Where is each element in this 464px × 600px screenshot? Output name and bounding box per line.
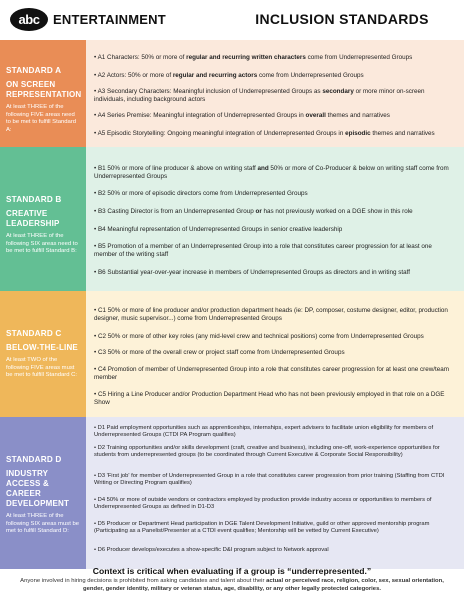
list-item: • A4 Series Premise: Meaningful integration of Underrepresented Groups in overall themes and narratives — [94, 112, 390, 119]
standard-c-subtitle: BELOW-THE-LINE — [6, 343, 78, 352]
footer-note: Anyone involved in hiring decisions is prohibited from asking candidates and talent about their actual or perceived race, religion, color, sex, sexual orientation, gender, gender identity, military or veteran status, age, disability, or any other legally protected categories. — [20, 578, 444, 592]
standard-d-sidebar — [0, 417, 86, 569]
standard-b-section — [0, 147, 464, 291]
list-item: • B6 Substantial year-over-year increase in members of Underrepresented Groups as directors and in writing staff — [94, 269, 411, 276]
list-item: • C1 50% or more of line producer and/or production department heads (ie: DP, composer, costume designer, editor, production designer, music supervisor...) come from Underrepresented Groups — [94, 307, 448, 323]
list-item: • D1 Paid employment opportunities such as apprenticeships, internships, expert advisers to facilitate union eligibility for members of Underrepresented Groups (CTDI PA Program qualifies) — [94, 425, 434, 439]
list-item: • A3 Secondary Characters: Meaningful inclusion of Underrepresented Groups as secondary or more minor on-screen individuals, including background actors — [94, 88, 425, 104]
list-item: • B3 Casting Director is from an Underrepresented Group or has not previously worked on a DGE show in this role — [94, 208, 413, 215]
standard-b-name: STANDARD B — [6, 195, 62, 204]
abc-logo: abc — [10, 8, 48, 31]
standard-a-rule: At least THREE of the following FIVE areas need to be met to fulfill Standard A: — [6, 104, 77, 133]
list-item: • A2 Actors: 50% or more of regular and recurring actors come from Underrepresented Groups — [94, 72, 364, 79]
list-item: • B4 Meaningful representation of Underrepresented Groups in senior creative leadership — [94, 226, 343, 233]
footer-heading: Context is critical when evaluating if a group is “underrepresented.” — [92, 566, 372, 576]
list-item: • D5 Producer or Department Head participation in DGE Talent Development Initiative, guild or other approved mentorship program (Participating as a Panelist/Presenter at a CTDI event qualifies; Mentorship will be vetted by Current Executive) — [94, 521, 430, 535]
list-item: • D2 Training opportunities and/or skills development (craft, creative and business), including one-off, work-experience opportunities for students from underrepresented groups (to be coordinated through Current Executive & Corporate Social Responsibility) — [94, 445, 440, 459]
standard-c-items — [86, 291, 464, 417]
list-item: • B5 Promotion of a member of an Underrepresented Group into a role that constitutes career progression for at least one member of the writing staff — [94, 243, 432, 259]
brand-name: ENTERTAINMENT — [53, 12, 166, 27]
standard-b-sidebar — [0, 147, 86, 291]
list-item: • D6 Producer develops/executes a show-specific D&I program subject to Network approval — [94, 547, 329, 553]
list-item: • C3 50% or more of the overall crew or project staff come from Underrepresented Groups — [94, 349, 345, 356]
standard-a-name: STANDARD A — [6, 66, 62, 75]
list-item: • A5 Episodic Storytelling: Ongoing meaningful integration of Underrepresented Groups in episodic themes and narratives — [94, 130, 435, 137]
list-item: • C5 Hiring a Line Producer and/or Production Department Head who has not been previously employed in that role on a DGE Show — [94, 391, 445, 407]
standard-b-rule: At least THREE of the following SIX areas need to be met to fulfill Standard B: — [6, 233, 78, 255]
list-item: • B1 50% or more of line producer & above on writing staff and 50% or more of Co-Producer & below on writing staff come from Underrepresented Groups — [94, 165, 449, 181]
list-item: • D3 'First job' for member of Underrepresented Group in a role that constitutes career progression from prior training (Staffing from CTDI Writing or Directing Program qualifies) — [94, 473, 445, 487]
standard-d-name: STANDARD D — [6, 455, 62, 464]
standard-a-section — [0, 40, 464, 147]
standard-d-subtitle: INDUSTRY ACCESS & CAREER DEVELOPMENT — [6, 469, 70, 508]
page-title: INCLUSION STANDARDS — [255, 11, 429, 27]
list-item: • D4 50% or more of outside vendors or contractors employed by production provide industry access or opportunities to members of Underrepresented Groups as defined in D1-D3 — [94, 497, 432, 511]
list-item: • C4 Promotion of member of Underrepresented Group into a role that constitutes career progression for at least one crew/team member — [94, 366, 450, 382]
list-item: • C2 50% or more of other key roles (any mid-level crew and technical positions) come from Underrepresented Groups — [94, 333, 424, 340]
standard-a-items — [86, 40, 464, 147]
header — [0, 0, 464, 40]
standard-b-items — [86, 147, 464, 291]
standard-c-name: STANDARD C — [6, 329, 62, 338]
standard-b-subtitle: CREATIVE LEADERSHIP — [6, 209, 60, 228]
standard-a-subtitle: ON SCREEN REPRESENTATION — [6, 80, 82, 99]
standard-a-sidebar — [0, 40, 86, 147]
standard-d-items — [86, 417, 464, 569]
list-item: • A1 Characters: 50% or more of regular and recurring written characters come from Underrepresented Groups — [94, 54, 413, 61]
standard-c-sidebar — [0, 291, 86, 417]
standard-c-section — [0, 291, 464, 417]
standard-c-rule: At least TWO of the following FIVE areas must be met to fulfill Standard C: — [6, 357, 78, 379]
standard-d-section — [0, 417, 464, 569]
standard-d-rule: At least THREE of the following SIX areas must be met to fulfill Standard D: — [6, 513, 80, 535]
list-item: • B2 50% or more of episodic directors come from Underrepresented Groups — [94, 190, 308, 197]
